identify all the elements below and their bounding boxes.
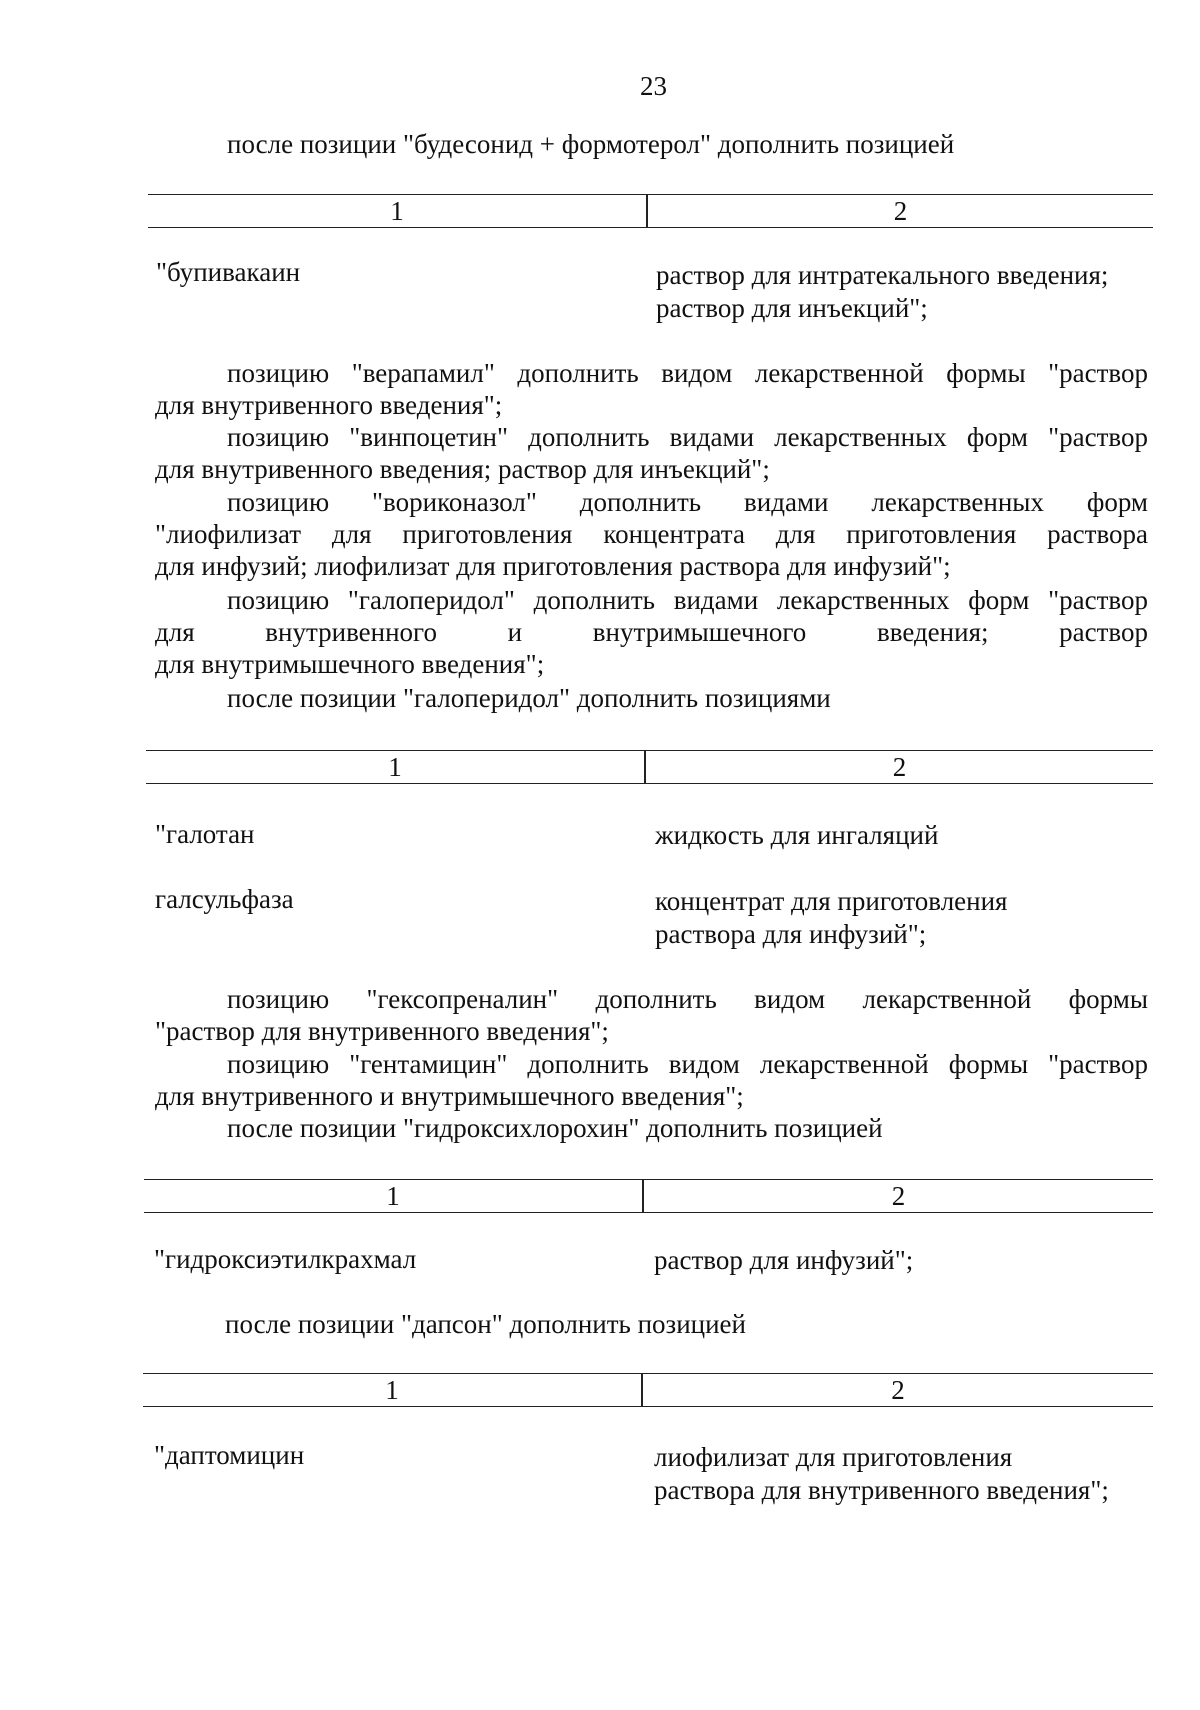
col-header-1: 1 [386, 1181, 400, 1211]
paragraph-line: позицию "гентамицин" дополнить видом лекарственной формы "раствор [227, 1049, 1148, 1079]
instruction-haloperidol [155, 682, 1148, 714]
drug-name-bupivacaine: "бупивакаин [156, 257, 301, 287]
paragraph-line: для внутривенного введения"; [155, 390, 503, 420]
table-header-1 [148, 194, 1153, 228]
paragraph-line: позицию "вориконазол" дополнить видами лекарственных форм [227, 487, 1148, 517]
instruction-dapsone: после позиции "дапсон" дополнить позицией [225, 1309, 746, 1339]
paragraph-line: позицию "галоперидол" дополнить видами лекарственных форм "раствор [227, 585, 1148, 615]
page-number: 23 [640, 71, 667, 101]
col-header-1: 1 [388, 752, 402, 782]
col-header-2: 2 [891, 1375, 905, 1405]
paragraph-vinpocetine [155, 421, 1148, 485]
table-header-3 [144, 1179, 1153, 1213]
dosage-form-line: лиофилизат для приготовления [654, 1442, 1013, 1472]
col-header-2: 2 [891, 1181, 906, 1211]
dosage-form-line: раствора для внутривенного введения"; [654, 1475, 1109, 1505]
paragraph-line: после позиции "галоперидол" дополнить позициями [227, 683, 831, 713]
drug-name-galsulfase: галсульфаза [155, 884, 294, 914]
paragraph-line: для внутривенного и внутримышечного введения"; [155, 1081, 744, 1111]
paragraph-line: "раствор для внутривенного введения"; [155, 1016, 609, 1046]
paragraph-haloperidol [155, 584, 1148, 680]
col-header-2: 2 [893, 196, 908, 226]
paragraph-gentamicin [155, 1048, 1148, 1112]
dosage-form-line: жидкость для ингаляций [655, 820, 939, 850]
paragraph-voriconazole [155, 486, 1148, 582]
paragraph-line: после позиции "гидроксихлорохин" дополнить позицией [227, 1113, 883, 1143]
dosage-form-line: раствор для инфузий"; [654, 1245, 914, 1275]
drug-name-halothane: "галотан [155, 819, 255, 849]
paragraph-line: позицию "винпоцетин" дополнить видами лекарственных форм "раствор [227, 422, 1148, 452]
dosage-form-line: раствор для интратекального введения; [656, 260, 1109, 290]
drug-name-daptomycin: "даптомицин [154, 1440, 305, 1470]
paragraph-line: позицию "верапамил" дополнить видом лекарственной формы "раствор [227, 358, 1148, 388]
instruction-hydroxychloroquine [155, 1112, 1148, 1144]
paragraph-line: для внутримышечного введения"; [155, 649, 545, 679]
table-header-2 [146, 750, 1153, 784]
drug-name-hydroxyethyl-starch: "гидроксиэтилкрахмал [154, 1244, 417, 1274]
col-header-1: 1 [390, 196, 404, 226]
paragraph-hexoprenaline [155, 983, 1148, 1047]
paragraph-line: позицию "гексопреналин" дополнить видом лекарственной формы [227, 984, 1148, 1014]
paragraph-line: "лиофилизат для приготовления концентрата для приготовления раствора [155, 519, 1148, 549]
table-header-4 [143, 1373, 1153, 1407]
paragraph-line: для внутривенного и внутримышечного введения; раствор [155, 617, 1148, 647]
paragraph-line: для инфузий; лиофилизат для приготовления раствора для инфузий"; [155, 551, 951, 581]
paragraph-line: для внутривенного введения; раствор для инъекций"; [155, 454, 770, 484]
col-header-2: 2 [892, 752, 907, 782]
dosage-form-line: концентрат для приготовления [655, 886, 1008, 916]
dosage-form-line: раствора для инфузий"; [655, 919, 927, 949]
col-header-1: 1 [385, 1375, 399, 1405]
instruction-budesonide: после позиции "будесонид + формотерол" дополнить позицией [227, 129, 955, 159]
dosage-form-line: раствор для инъекций"; [656, 293, 928, 323]
paragraph-verapamil [155, 357, 1148, 421]
